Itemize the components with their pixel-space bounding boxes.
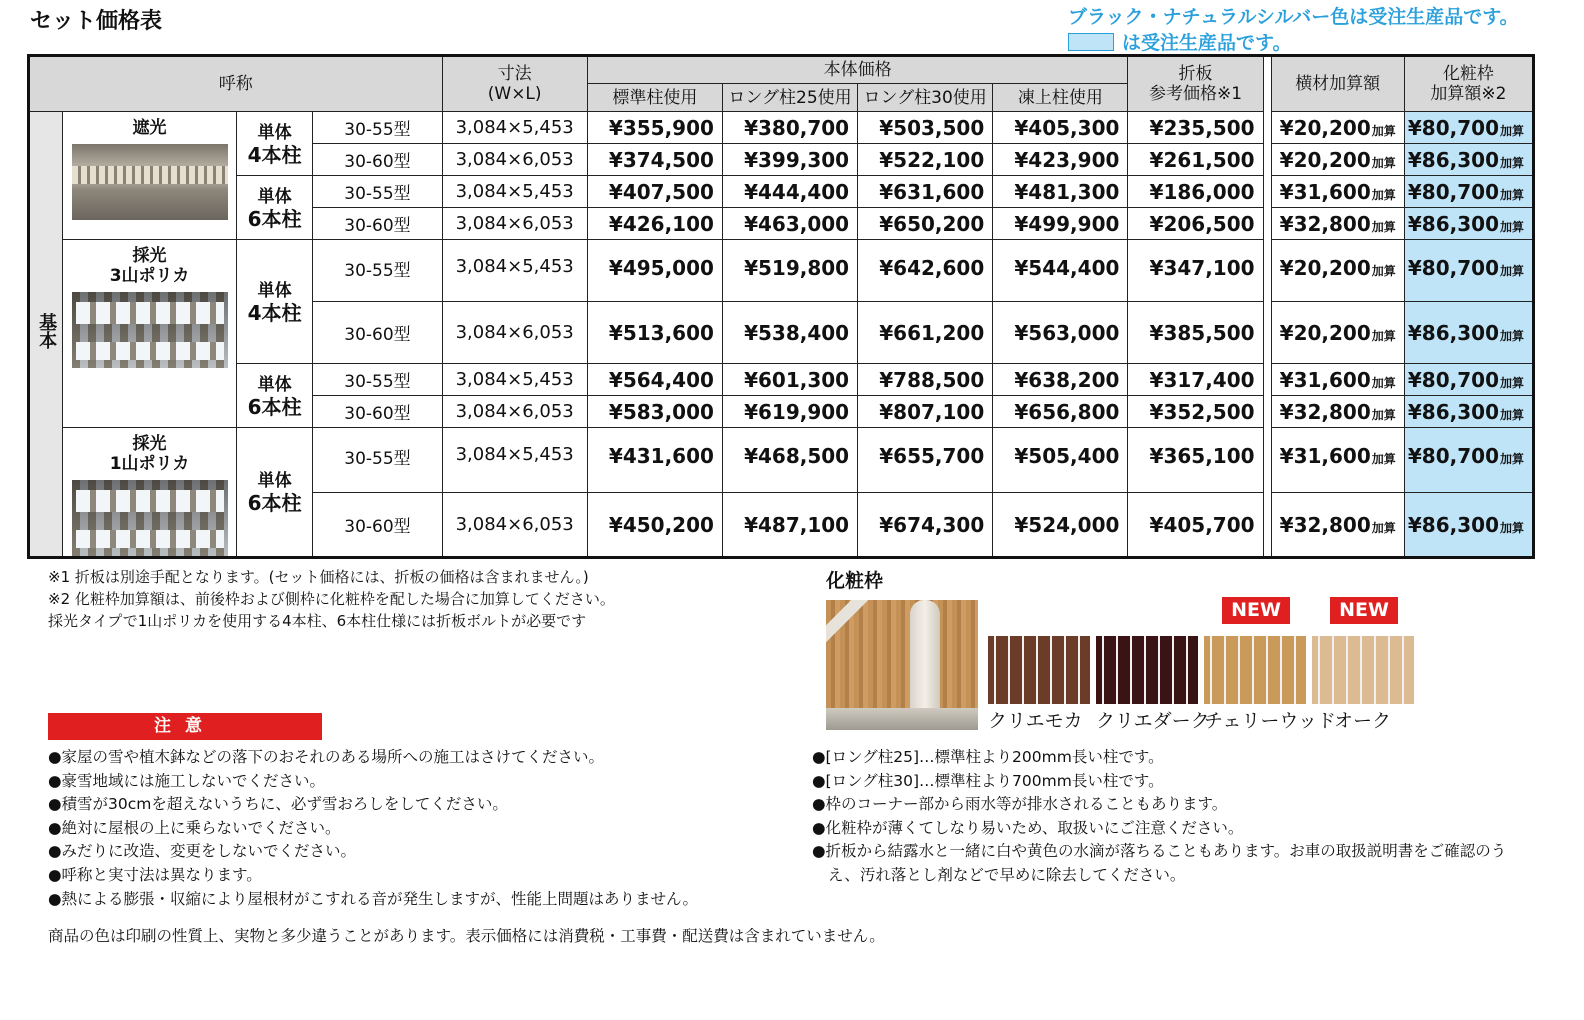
add-suffix: 加算 <box>1371 187 1396 202</box>
add-suffix: 加算 <box>1499 187 1524 202</box>
beam-value: ¥20,200 <box>1279 147 1371 172</box>
price-std: ¥407,500 <box>587 176 722 208</box>
price-frost: ¥563,000 <box>993 302 1128 364</box>
beam-value: ¥31,600 <box>1279 367 1371 392</box>
model-cell: 30-55型 <box>313 364 442 396</box>
pole-single: 単体 <box>257 374 292 395</box>
model-cell: 30-60型 <box>313 144 442 176</box>
price-std: ¥495,000 <box>587 240 722 302</box>
price-long30: ¥674,300 <box>858 493 993 558</box>
add-suffix: 加算 <box>1371 219 1396 234</box>
column-gap <box>1263 396 1271 428</box>
caution-item: ●みだりに改造、変更をしないでください。 <box>48 842 357 861</box>
header-dim <box>442 56 587 112</box>
pole-cell <box>236 176 313 240</box>
pole-count: 6本柱 <box>247 394 302 419</box>
caution-item: ●家屋の雪や植木鉢などの落下のおそれのある場所への施工はさけてください。 <box>48 748 605 766</box>
price-fold: ¥186,000 <box>1128 176 1263 208</box>
price-long25: ¥601,300 <box>722 364 857 396</box>
price-long30: ¥650,200 <box>858 208 993 240</box>
add-suffix: 加算 <box>1499 264 1524 278</box>
beam-add <box>1271 144 1404 176</box>
color-label: オーク <box>1334 710 1392 732</box>
column-gap <box>1263 112 1271 144</box>
model-cell: 30-55型 <box>313 428 442 493</box>
add-suffix: 加算 <box>1371 407 1396 422</box>
price-std: ¥450,200 <box>587 493 722 558</box>
header-std: 標準柱使用 <box>587 84 722 112</box>
note-item: ●化粧枠が薄くてしなり易いため、取扱いにご注意ください。 <box>812 818 1244 837</box>
caution-list <box>48 746 698 911</box>
cosm-add <box>1404 364 1533 396</box>
dim-cell: 3,084×5,453 <box>442 240 587 302</box>
beam-value: ¥20,200 <box>1279 256 1371 280</box>
note-item: ●折板から結露水と一緒に白や黄色の水滴が落ちることもあります。お車の取扱説明書をご確認のう <box>812 842 1507 861</box>
price-frost: ¥481,300 <box>993 176 1128 208</box>
header-cosm-sub: 加算額※2 <box>1430 84 1507 104</box>
color-label: クリエダーク <box>1096 710 1210 732</box>
table-row <box>29 176 1534 208</box>
beam-value: ¥20,200 <box>1279 320 1371 345</box>
dim-cell: 3,084×6,053 <box>442 302 587 364</box>
price-std: ¥583,000 <box>587 396 722 428</box>
column-gap <box>1263 176 1271 208</box>
column-gap <box>1263 208 1271 240</box>
add-suffix: 加算 <box>1499 375 1524 390</box>
price-fold: ¥317,400 <box>1128 364 1263 396</box>
cosmetic-frame-title: 化粧枠 <box>826 570 884 592</box>
header-long30: ロング柱30使用 <box>858 84 993 112</box>
add-suffix: 加算 <box>1371 375 1396 390</box>
price-long25: ¥468,500 <box>722 428 857 493</box>
dim-cell: 3,084×6,053 <box>442 396 587 428</box>
beam-add <box>1271 364 1404 396</box>
table-row <box>29 112 1534 144</box>
group-label-text: 基本 <box>36 312 58 349</box>
price-fold: ¥405,700 <box>1128 493 1263 558</box>
column-gap <box>1263 302 1271 364</box>
cosm-value: ¥80,700 <box>1407 444 1499 468</box>
model-cell: 30-55型 <box>313 240 442 302</box>
color-chip-creamocha <box>988 636 1090 704</box>
price-fold: ¥235,500 <box>1128 112 1263 144</box>
beam-add <box>1271 112 1404 144</box>
model-cell: 30-60型 <box>313 302 442 364</box>
add-suffix: 加算 <box>1371 452 1396 466</box>
note-item: ●[ロング柱25]…標準柱より200mm長い柱です。 <box>812 748 1164 766</box>
price-long30: ¥642,600 <box>858 240 993 302</box>
beam-add <box>1271 176 1404 208</box>
add-suffix: 加算 <box>1499 328 1524 343</box>
type-cell <box>63 240 236 428</box>
add-suffix: 加算 <box>1371 123 1396 138</box>
color-chip-cherrywood <box>1204 636 1306 704</box>
header-body-price: 本体価格 <box>587 56 1128 84</box>
dim-cell: 3,084×6,053 <box>442 493 587 558</box>
pole-count: 4本柱 <box>247 142 302 167</box>
price-long30: ¥522,100 <box>858 144 993 176</box>
price-fold: ¥347,100 <box>1128 240 1263 302</box>
note-item: え、汚れ落とし剤などで早めに除去してください。 <box>828 865 1186 884</box>
cosm-add <box>1404 112 1533 144</box>
caution-item: ●熱による膨張・収縮により屋根材がこすれる音が発生しますが、性能上問題はありません。 <box>48 889 698 908</box>
type-name: 採光 <box>132 246 167 266</box>
cosmetic-frame-photo <box>826 600 978 730</box>
price-long25: ¥487,100 <box>722 493 857 558</box>
made-to-order-legend-text: は受注生産品です。 <box>1122 32 1292 54</box>
price-long30: ¥807,100 <box>858 396 993 428</box>
cosm-add <box>1404 396 1533 428</box>
header-cosm <box>1404 56 1533 112</box>
caution-item: ●豪雪地域には施工しないでください。 <box>48 771 326 790</box>
add-suffix: 加算 <box>1499 520 1524 535</box>
dim-cell: 3,084×5,453 <box>442 428 587 493</box>
price-long25: ¥463,000 <box>722 208 857 240</box>
beam-add <box>1271 302 1404 364</box>
dim-cell: 3,084×5,453 <box>442 176 587 208</box>
caution-item: ●積雪が30cmを超えないうちに、必ず雪おろしをしてください。 <box>48 795 508 814</box>
price-frost: ¥505,400 <box>993 428 1128 493</box>
cosm-value: ¥86,300 <box>1407 320 1499 345</box>
beam-add <box>1271 493 1404 558</box>
beam-value: ¥32,800 <box>1279 211 1371 236</box>
price-long30: ¥661,200 <box>858 302 993 364</box>
beam-value: ¥32,800 <box>1279 399 1371 424</box>
price-frost: ¥656,800 <box>993 396 1128 428</box>
footnote-2: ※2 化粧枠加算額は、前後枠および側枠に化粧枠を配した場合に加算してください。 <box>48 590 615 608</box>
add-suffix: 加算 <box>1499 452 1524 466</box>
price-frost: ¥638,200 <box>993 364 1128 396</box>
model-cell: 30-60型 <box>313 493 442 558</box>
beam-add <box>1271 208 1404 240</box>
color-chip-creadark <box>1096 636 1198 704</box>
cosm-add <box>1404 428 1533 493</box>
price-long25: ¥444,400 <box>722 176 857 208</box>
cosm-add <box>1404 208 1533 240</box>
cosm-add <box>1404 240 1533 302</box>
price-fold: ¥352,500 <box>1128 396 1263 428</box>
dim-cell: 3,084×5,453 <box>442 112 587 144</box>
pole-count: 4本柱 <box>247 300 302 325</box>
group-label <box>29 112 63 558</box>
type-sub: 3山ポリカ <box>109 266 190 286</box>
price-fold: ¥365,100 <box>1128 428 1263 493</box>
cosm-add <box>1404 144 1533 176</box>
dim-cell: 3,084×6,053 <box>442 144 587 176</box>
carport-photo <box>72 144 228 220</box>
cosm-value: ¥86,300 <box>1407 147 1499 172</box>
header-fold-label: 折板 <box>1178 64 1213 84</box>
price-long25: ¥619,900 <box>722 396 857 428</box>
cosm-add <box>1404 493 1533 558</box>
price-frost: ¥544,400 <box>993 240 1128 302</box>
add-suffix: 加算 <box>1371 328 1396 343</box>
cosm-value: ¥80,700 <box>1407 367 1499 392</box>
cosmetic-notes <box>812 746 1506 888</box>
add-suffix: 加算 <box>1499 155 1524 170</box>
price-std: ¥431,600 <box>587 428 722 493</box>
pole-single: 単体 <box>257 280 292 301</box>
carport-photo <box>72 292 228 368</box>
beam-value: ¥32,800 <box>1279 512 1371 537</box>
price-long25: ¥380,700 <box>722 112 857 144</box>
note-item: ●[ロング柱30]…標準柱より700mm長い柱です。 <box>812 771 1164 790</box>
price-fold: ¥206,500 <box>1128 208 1263 240</box>
price-long25: ¥538,400 <box>722 302 857 364</box>
table-row <box>29 240 1534 302</box>
price-fold: ¥261,500 <box>1128 144 1263 176</box>
add-suffix: 加算 <box>1499 407 1524 422</box>
type-name: 遮光 <box>132 118 167 138</box>
carport-photo <box>72 480 228 556</box>
made-to-order-notice: ブラック・ナチュラルシルバー色は受注生産品です。 <box>1068 6 1519 28</box>
model-cell: 30-60型 <box>313 208 442 240</box>
beam-add <box>1271 428 1404 493</box>
pole-cell <box>236 112 313 176</box>
price-long25: ¥519,800 <box>722 240 857 302</box>
pole-single: 単体 <box>257 122 292 143</box>
cosm-add <box>1404 302 1533 364</box>
cosm-value: ¥86,300 <box>1407 211 1499 236</box>
column-gap <box>1263 364 1271 396</box>
table-row <box>29 364 1534 396</box>
page-title: セット価格表 <box>30 9 163 34</box>
column-gap <box>1263 56 1271 112</box>
color-chip-oak <box>1312 636 1414 704</box>
cosm-value: ¥86,300 <box>1407 512 1499 537</box>
cosm-add <box>1404 176 1533 208</box>
price-long30: ¥503,500 <box>858 112 993 144</box>
color-label: チェリーウッド <box>1204 710 1337 732</box>
price-frost: ¥499,900 <box>993 208 1128 240</box>
column-gap <box>1263 144 1271 176</box>
price-long25: ¥399,300 <box>722 144 857 176</box>
price-long30: ¥788,500 <box>858 364 993 396</box>
header-long25: ロング柱25使用 <box>722 84 857 112</box>
beam-add <box>1271 240 1404 302</box>
price-std: ¥374,500 <box>587 144 722 176</box>
cosm-value: ¥80,700 <box>1407 115 1499 140</box>
caution-heading: 注意 <box>48 713 322 740</box>
header-dim-label: 寸法 <box>497 64 532 84</box>
pole-count: 6本柱 <box>247 206 302 231</box>
new-badge: NEW <box>1330 597 1398 624</box>
table-row <box>29 428 1534 493</box>
price-std: ¥564,400 <box>587 364 722 396</box>
caution-item: ●呼称と実寸法は異なります。 <box>48 865 262 884</box>
header-frost: 凍上柱使用 <box>993 84 1128 112</box>
type-name: 採光 <box>132 434 167 454</box>
price-std: ¥426,100 <box>587 208 722 240</box>
model-cell: 30-60型 <box>313 396 442 428</box>
beam-value: ¥31,600 <box>1279 179 1371 204</box>
model-cell: 30-55型 <box>313 176 442 208</box>
type-sub: 1山ポリカ <box>109 454 190 474</box>
pole-single: 単体 <box>257 471 292 491</box>
price-std: ¥355,900 <box>587 112 722 144</box>
note-item: ●枠のコーナー部から雨水等が排水されることもあります。 <box>812 795 1228 814</box>
footnote-1: ※1 折板は別途手配となります。(セット価格には、折板の価格は含まれません。) <box>48 568 589 586</box>
price-frost: ¥524,000 <box>993 493 1128 558</box>
pole-cell <box>236 240 313 364</box>
price-fold: ¥385,500 <box>1128 302 1263 364</box>
column-gap <box>1263 493 1271 558</box>
footnotes <box>48 566 615 632</box>
header-beam: 横材加算額 <box>1271 56 1404 112</box>
header-cosm-label: 化粧枠 <box>1442 64 1494 84</box>
column-gap <box>1263 240 1271 302</box>
add-suffix: 加算 <box>1371 520 1396 535</box>
header-fold <box>1128 56 1263 112</box>
cosm-value: ¥80,700 <box>1407 179 1499 204</box>
header-dim-sub: (W×L) <box>487 84 542 104</box>
color-label: クリエモカ <box>988 710 1083 732</box>
footnote-3: 採光タイプで1山ポリカを使用する4本柱、6本柱仕様には折板ボルトが必要です <box>48 612 587 630</box>
column-gap <box>1263 428 1271 493</box>
pole-single: 単体 <box>257 186 292 207</box>
pole-cell <box>236 364 313 428</box>
price-frost: ¥423,900 <box>993 144 1128 176</box>
price-std: ¥513,600 <box>587 302 722 364</box>
cosm-value: ¥80,700 <box>1407 256 1499 280</box>
price-long30: ¥655,700 <box>858 428 993 493</box>
add-suffix: 加算 <box>1371 264 1396 278</box>
beam-value: ¥31,600 <box>1279 444 1371 468</box>
add-suffix: 加算 <box>1499 219 1524 234</box>
made-to-order-swatch <box>1068 33 1114 51</box>
model-cell: 30-55型 <box>313 112 442 144</box>
price-table <box>27 54 1535 559</box>
cosm-value: ¥86,300 <box>1407 399 1499 424</box>
header-name: 呼称 <box>29 56 443 112</box>
type-cell <box>63 428 236 558</box>
pole-cell <box>236 428 313 558</box>
dim-cell: 3,084×5,453 <box>442 364 587 396</box>
dim-cell: 3,084×6,053 <box>442 208 587 240</box>
beam-value: ¥20,200 <box>1279 115 1371 140</box>
caution-item: ●絶対に屋根の上に乗らないでください。 <box>48 818 341 837</box>
add-suffix: 加算 <box>1499 123 1524 138</box>
price-frost: ¥405,300 <box>993 112 1128 144</box>
price-long30: ¥631,600 <box>858 176 993 208</box>
new-badge: NEW <box>1222 597 1290 624</box>
disclaimer: 商品の色は印刷の性質上、実物と多少違うことがあります。表示価格には消費税・工事費・配送費は含まれていません。 <box>48 927 885 945</box>
add-suffix: 加算 <box>1371 155 1396 170</box>
header-fold-sub: 参考価格※1 <box>1148 84 1243 104</box>
beam-add <box>1271 396 1404 428</box>
made-to-order-legend <box>1068 28 1291 55</box>
pole-count: 6本柱 <box>247 491 302 515</box>
type-cell <box>63 112 236 240</box>
